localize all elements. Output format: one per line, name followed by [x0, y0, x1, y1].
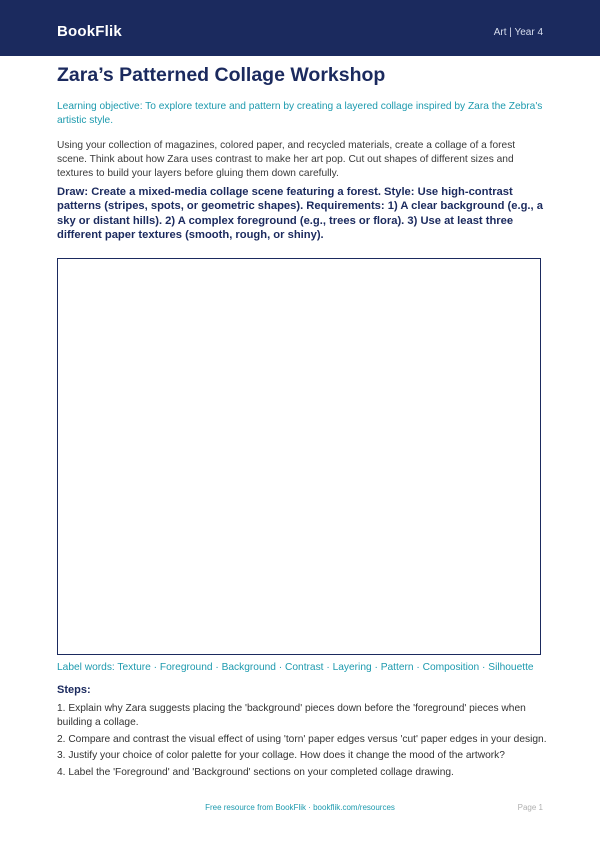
page-number: Page 1 — [517, 803, 543, 812]
subject-year-label: Art | Year 4 — [493, 27, 543, 38]
brand-logo[interactable]: BookFlik — [57, 23, 122, 40]
header-bar — [0, 0, 600, 56]
drawing-task: Draw: Create a mixed-media collage scene featuring a forest. Style: Use high-contrast patterns (stripes, spots, or geometric shapes). Requirements: 1) A clear background (e.g., a sky or distant hills). 2) A complex foreground (e.g., trees or flora). 3) Use at least three different paper textures (smooth, rough, or shiny). — [57, 186, 543, 241]
step-item: 3. Justify your choice of color palette for your collage. How does it change the mood of the artwork? — [57, 750, 505, 761]
step-item: 4. Label the 'Foreground' and 'Background' sections on your completed collage drawing. — [57, 766, 454, 778]
step-item: 2. Compare and contrast the visual effect of using 'torn' paper edges versus 'cut' paper edges in your design. — [57, 733, 547, 745]
learning-objective: Learning objective: To explore texture and pattern by creating a layered collage inspired by Zara the Zebra's artistic style. — [57, 101, 543, 126]
footer-text: Free resource from BookFlik · bookflik.com/resources — [205, 803, 395, 812]
steps-list — [57, 702, 549, 782]
label-words: Label words: Texture · Foreground · Background · Contrast · Layering · Pattern · Composition · Silhouette — [57, 662, 534, 673]
page-title: Zara’s Patterned Collage Workshop — [57, 64, 386, 86]
steps-heading: Steps: — [57, 684, 91, 696]
drawing-area[interactable] — [57, 258, 541, 655]
step-item: 1. Explain why Zara suggests placing the 'background' pieces down before the 'foreground' pieces when building a collage. — [57, 703, 526, 728]
intro-paragraph: Using your collection of magazines, colored paper, and recycled materials, create a collage of a forest scene. Think about how Zara uses contrast to make her art pop. Cut out shapes of different sizes and textures to build your layers before gluing them down carefully. — [57, 140, 516, 179]
